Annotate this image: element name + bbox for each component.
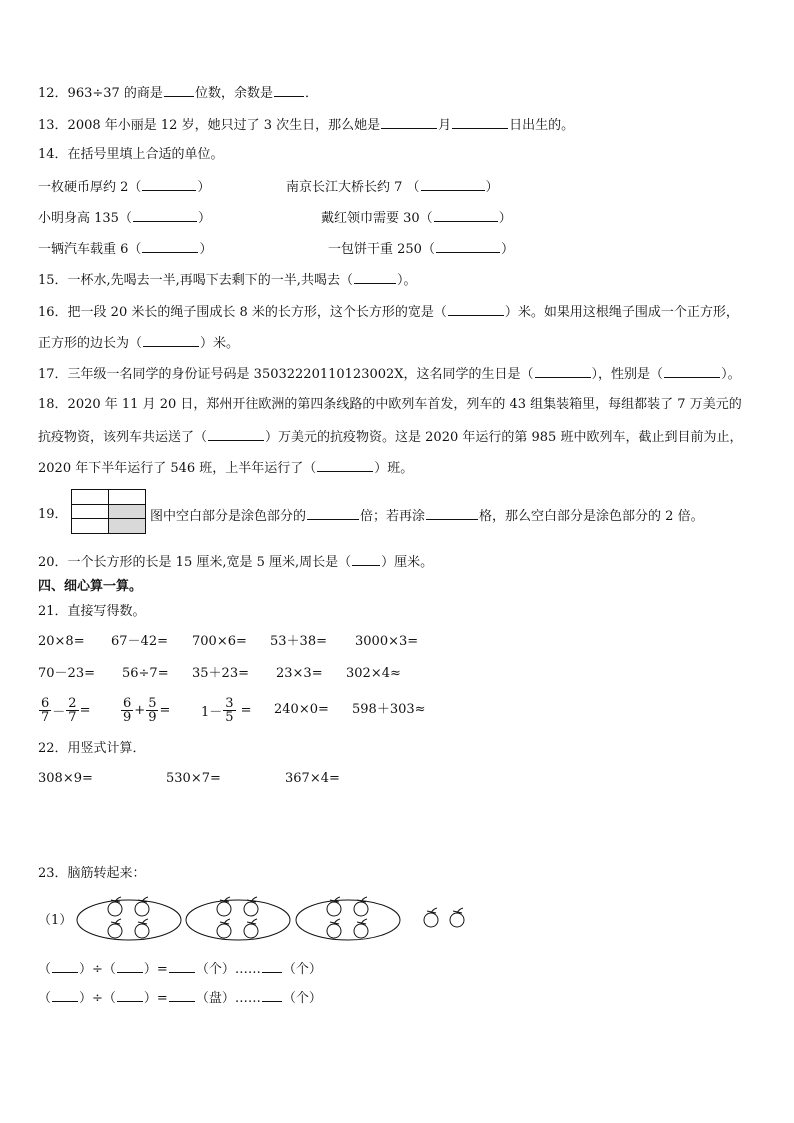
answer-blank[interactable] bbox=[352, 553, 380, 566]
calc-item: 3000×3= bbox=[355, 634, 419, 649]
vertical-calc-item: 530×7= bbox=[166, 771, 221, 786]
question-16: 16．把一段 20 米长的绳子围成长 8 米的长方形，这个长方形的宽是（ ）米。如果用这根绳子围成一个正方形， bbox=[38, 305, 739, 320]
fraction-calc: $\frac{6}{9}$ + $\frac{5}{9}$ = bbox=[123, 695, 171, 725]
calc-item: 20×8= bbox=[38, 634, 85, 649]
plate-2 bbox=[186, 897, 290, 940]
answer-blank[interactable] bbox=[142, 240, 198, 253]
calc-item: 56÷7= bbox=[122, 666, 169, 681]
answer-blank[interactable] bbox=[381, 116, 437, 129]
plate-1 bbox=[77, 897, 181, 940]
shaded-cell bbox=[109, 505, 146, 519]
shaded-cell bbox=[109, 519, 146, 534]
question-13: 13．2008 年小丽是 12 岁，她只过了 3 次生日，那么她是 月 日出生的。 bbox=[38, 118, 575, 133]
unit-item: 南京长江大桥长约 7 （ ） bbox=[286, 180, 499, 195]
answer-blank[interactable] bbox=[452, 116, 508, 129]
question-18-line3: 2020 年下半年运行了 546 班，上半年运行了（ ）班。 bbox=[38, 461, 414, 476]
calc-item: 23×3= bbox=[276, 666, 323, 681]
answer-blank[interactable] bbox=[535, 365, 591, 378]
unit-item: 小明身高 135（ ） bbox=[38, 211, 211, 226]
unit-item: 一枚硬币厚约 2（ ） bbox=[38, 180, 211, 195]
question-16-line2: 正方形的边长为（ ）米。 bbox=[38, 336, 240, 351]
answer-blank[interactable] bbox=[307, 507, 359, 520]
question-22-title: 22．用竖式计算． bbox=[38, 741, 146, 756]
vertical-calc-item: 308×9= bbox=[38, 771, 93, 786]
question-18-line2: 抗疫物资，该列车共运送了（ ）万美元的抗疫物资。这是 2020 年运行的第 985 班中欧列车，截止到目前为止， bbox=[38, 430, 743, 445]
fraction-calc: 1－ $\frac{3}{5}$ = bbox=[201, 695, 252, 725]
calc-item: 67－42= bbox=[111, 634, 168, 649]
answer-blank[interactable] bbox=[448, 303, 504, 316]
answer-blank[interactable] bbox=[426, 507, 478, 520]
section-heading: 四、细心算一算。 bbox=[38, 579, 143, 594]
calc-item: 35＋23= bbox=[192, 666, 249, 681]
calc-item: 53＋38= bbox=[270, 634, 327, 649]
question-21-title: 21．直接写得数。 bbox=[38, 604, 146, 619]
question-17: 17．三年级一名同学的身份证号码是 35032220110123002X，这名同学的生日是（ ），性别是（ ）。 bbox=[38, 367, 741, 382]
answer-blank[interactable] bbox=[143, 334, 199, 347]
fraction-calc: $\frac{6}{7}$ － $\frac{2}{7}$ = bbox=[41, 695, 91, 725]
answer-blank[interactable] bbox=[354, 271, 396, 284]
plate-3 bbox=[296, 897, 400, 940]
question-14-title: 14．在括号里填上合适的单位。 bbox=[38, 147, 224, 162]
answer-blank[interactable] bbox=[664, 365, 720, 378]
answer-blank[interactable] bbox=[117, 960, 143, 973]
division-equation-2: （ ）÷（ ）= （盘）…… （个） bbox=[38, 991, 322, 1006]
calc-item: 240×0= bbox=[274, 702, 329, 717]
calc-item: 700×6= bbox=[192, 634, 247, 649]
question-15: 15．一杯水,先喝去一半,再喝下去剩下的一半,共喝去（ ）。 bbox=[38, 273, 417, 288]
question-18: 18．2020 年 11 月 20 日，郑州开往欧洲的第四条线路的中欧列车首发，列车的 43 组集装箱里，每组都装了 7 万美元的 bbox=[38, 397, 742, 412]
question-19: 图中空白部分是涂色部分的 倍；若再涂 格，那么空白部分是涂色部分的 2 倍。 bbox=[150, 509, 704, 524]
question-19-number: 19． bbox=[38, 507, 68, 522]
unit-item: 一包饼干重 250（ ） bbox=[328, 242, 514, 257]
answer-blank[interactable] bbox=[262, 960, 282, 973]
answer-blank[interactable] bbox=[262, 989, 282, 1002]
answer-blank[interactable] bbox=[52, 989, 78, 1002]
question-20: 20．一个长方形的长是 15 厘米,宽是 5 厘米,周长是（ ）厘米。 bbox=[38, 555, 434, 570]
answer-blank[interactable] bbox=[274, 84, 304, 97]
calc-item: 598＋303≈ bbox=[352, 702, 426, 717]
answer-blank[interactable] bbox=[164, 84, 194, 97]
calc-item: 70－23= bbox=[38, 666, 95, 681]
answer-blank[interactable] bbox=[133, 209, 197, 222]
grid-figure bbox=[71, 489, 147, 534]
answer-blank[interactable] bbox=[317, 459, 373, 472]
question-12: 12．963÷37 的商是 位数，余数是 ． bbox=[38, 86, 318, 101]
answer-blank[interactable] bbox=[142, 178, 196, 191]
answer-blank[interactable] bbox=[169, 960, 195, 973]
part-label: （1） bbox=[38, 913, 73, 928]
calc-item: 302×4≈ bbox=[346, 666, 401, 681]
unit-item: 一辆汽车载重 6（ ） bbox=[38, 242, 213, 257]
answer-blank[interactable] bbox=[434, 209, 498, 222]
answer-blank[interactable] bbox=[52, 960, 78, 973]
leftover-apples bbox=[424, 908, 464, 927]
answer-blank[interactable] bbox=[436, 240, 500, 253]
answer-blank[interactable] bbox=[421, 178, 485, 191]
vertical-calc-item: 367×4= bbox=[285, 771, 340, 786]
question-23-title: 23．脑筋转起来： bbox=[38, 866, 146, 881]
apples-in-plates-figure bbox=[76, 892, 476, 944]
answer-blank[interactable] bbox=[169, 989, 195, 1002]
unit-item: 戴红领巾需要 30（ ） bbox=[321, 211, 512, 226]
answer-blank[interactable] bbox=[117, 989, 143, 1002]
division-equation-1: （ ）÷（ ）= （个）…… （个） bbox=[38, 962, 322, 977]
answer-blank[interactable] bbox=[208, 428, 264, 441]
